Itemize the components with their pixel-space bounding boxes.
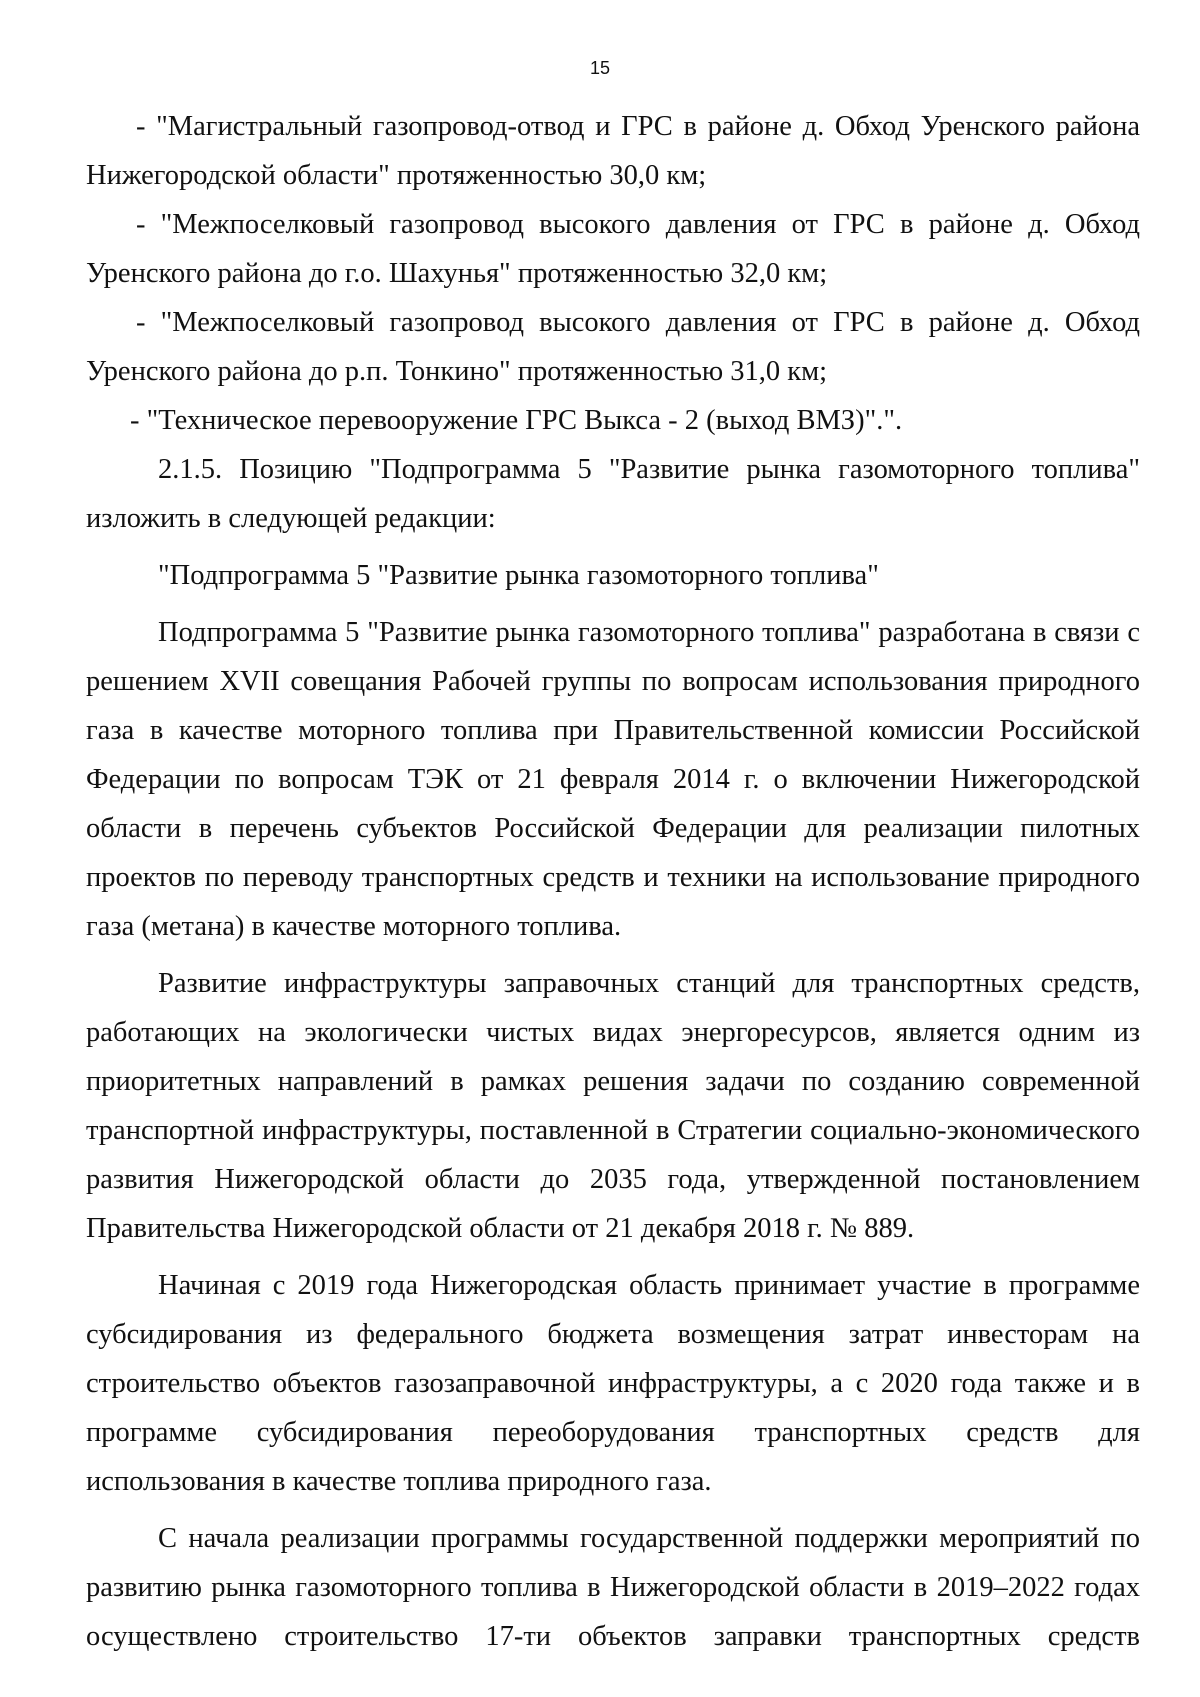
paragraph-state-support-results: С начала реализации программы государственной поддержки мероприятий по развитию рынка газомоторного топлива в Нижегородской области в 2019–2022 годах осуществлено строительство 17-ти объектов заправки транспортных средств — [86, 1523, 1140, 1652]
paragraph-infrastructure-development: Развитие инфраструктуры заправочных станций для транспортных средств, работающих на экологически чистых видах энергоресурсов, является одним из приоритетных направлений в рамках решения задачи по созданию современной транспортной инфраструктуры, поставленной в Стратегии социально-экономического развития Нижегородской области до 2035 года, утвержденной постановлением Правительства Нижегородской области от 21 декабря 2018 г. № 889. — [86, 968, 1140, 1244]
page-number: 15 — [589, 58, 611, 78]
paragraph-amendment-2-1-5: 2.1.5. Позицию "Подпрограмма 5 "Развитие рынка газомоторного топлива" изложить в следующей редакции: — [86, 454, 1140, 534]
subprogram-heading: "Подпрограмма 5 "Развитие рынка газомоторного топлива" — [158, 560, 879, 591]
list-item-pipeline-obkhod: - "Магистральный газопровод-отвод и ГРС в районе д. Обход Уренского района Нижегородской области" протяженностью 30,0 км; — [86, 111, 1140, 191]
document-body — [86, 102, 1140, 1661]
list-item-grs-vyksa: - "Техническое перевооружение ГРС Выкса - 2 (выход ВМЗ)".". — [130, 405, 903, 436]
list-item-pipeline-tonkino: - "Межпоселковый газопровод высокого давления от ГРС в районе д. Обход Уренского района до р.п. Тонкино" протяженностью 31,0 км; — [86, 307, 1140, 387]
paragraph-subsidy-programs: Начиная с 2019 года Нижегородская область принимает участие в программе субсидирования из федерального бюджета возмещения затрат инвесторам на строительство объектов газозаправочной инфраструктуры, а с 2020 года также и в программе субсидирования переоборудования транспортных средств для использования в качестве топлива природного газа. — [86, 1270, 1140, 1497]
list-item-pipeline-shakhunya: - "Межпоселковый газопровод высокого давления от ГРС в районе д. Обход Уренского района до г.о. Шахунья" протяженностью 32,0 км; — [86, 209, 1140, 289]
paragraph-subprogram-origin: Подпрограмма 5 "Развитие рынка газомоторного топлива" разработана в связи с решением XVII совещания Рабочей группы по вопросам использования природного газа в качестве моторного топлива при Правительственной комиссии Российской Федерации по вопросам ТЭК от 21 февраля 2014 г. о включении Нижегородской области в перечень субъектов Российской Федерации для реализации пилотных проектов по переводу транспортных средств и техники на использование природного газа (метана) в качестве моторного топлива. — [86, 617, 1140, 942]
